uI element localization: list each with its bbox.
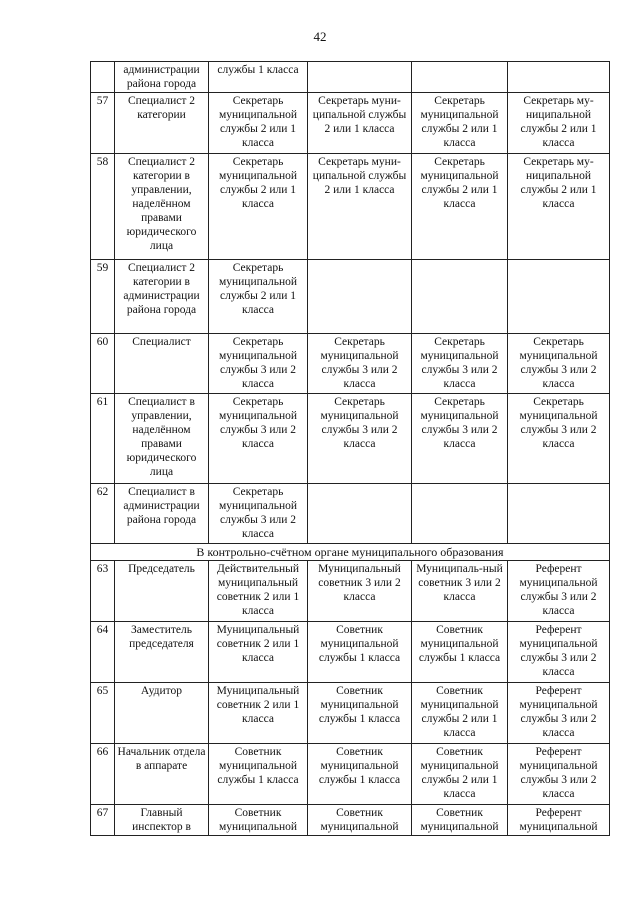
grade-cell: Референт муниципальной службы 3 или 2 класса [508,622,610,683]
grade-cell: Советник муниципальной [308,805,412,836]
grade-cell: Секретарь му-ниципальной службы 2 или 1 класса [508,154,610,260]
grade-cell: Советник муниципальной службы 1 класса [209,744,308,805]
grade-cell: Секретарь муниципальной службы 2 или 1 класса [412,93,508,154]
grade-cell [412,62,508,93]
section-title: В контрольно-счётном органе муниципального образования [91,544,610,561]
position-title: Председатель [115,561,209,622]
grade-cell: Секретарь муниципальной службы 3 или 2 класса [412,394,508,484]
grade-cell: Секретарь муниципальной службы 2 или 1 класса [209,260,308,334]
row-number: 66 [91,744,115,805]
grade-cell: Муниципальный советник 2 или 1 класса [209,683,308,744]
grade-cell: Секретарь муниципальной службы 2 или 1 класса [209,154,308,260]
grade-cell: Секретарь муниципальной службы 3 или 2 класса [308,394,412,484]
grade-cell [508,260,610,334]
grade-cell: Референт муниципальной [508,805,610,836]
table-row [91,154,610,260]
row-number: 64 [91,622,115,683]
grade-cell: Советник муниципальной службы 2 или 1 класса [412,683,508,744]
row-number: 67 [91,805,115,836]
table-row [91,334,610,394]
grade-cell: Секретарь муниципальной службы 3 или 2 класса [308,334,412,394]
grade-cell: Секретарь муниципальной службы 2 или 1 класса [412,154,508,260]
row-number: 65 [91,683,115,744]
table-row [91,394,610,484]
grade-cell: Секретарь муниципальной службы 3 или 2 класса [508,334,610,394]
table-row [91,805,610,836]
grade-cell: Действительный муниципальный советник 2 или 1 класса [209,561,308,622]
grade-cell: Секретарь муниципальной службы 3 или 2 класса [209,484,308,544]
table-row [91,484,610,544]
grade-cell: Советник муниципальной службы 2 или 1 класса [412,744,508,805]
position-title: Специалист [115,334,209,394]
position-title: Специалист в администрации района города [115,484,209,544]
table-row [91,93,610,154]
grade-cell: Муниципаль-ный советник 3 или 2 класса [412,561,508,622]
grade-cell: Муниципальный советник 2 или 1 класса [209,622,308,683]
grade-cell: Секретарь муниципальной службы 3 или 2 класса [508,394,610,484]
row-number: 63 [91,561,115,622]
table-row [91,561,610,622]
grade-table [90,61,610,836]
table-row [91,744,610,805]
grade-cell: Секретарь муниципальной службы 2 или 1 класса [209,93,308,154]
row-number: 59 [91,260,115,334]
position-title: Главный инспектор в [115,805,209,836]
row-number: 62 [91,484,115,544]
row-number: 60 [91,334,115,394]
grade-cell [412,260,508,334]
grade-cell: Советник муниципальной [209,805,308,836]
grade-cell: Советник муниципальной службы 1 класса [412,622,508,683]
position-title: Аудитор [115,683,209,744]
grade-cell: Секретарь му-ниципальной службы 2 или 1 класса [508,93,610,154]
grade-cell [308,62,412,93]
grade-cell: Секретарь муниципальной службы 3 или 2 класса [209,334,308,394]
grade-cell: Секретарь муниципальной службы 3 или 2 класса [412,334,508,394]
grade-cell: Секретарь муни-ципальной службы 2 или 1 класса [308,93,412,154]
position-title: Специалист 2 категории [115,93,209,154]
table-body [91,62,610,836]
table-row [91,622,610,683]
grade-cell: Советник муниципальной службы 1 класса [308,683,412,744]
position-title: Специалист в управлении, наделённом правами юридического лица [115,394,209,484]
table-row [91,683,610,744]
row-number [91,62,115,93]
grade-cell: Секретарь муниципальной службы 3 или 2 класса [209,394,308,484]
grade-cell: Советник муниципальной [412,805,508,836]
row-number: 61 [91,394,115,484]
position-title: администрации района города [115,62,209,93]
row-number: 57 [91,93,115,154]
grade-cell: Референт муниципальной службы 3 или 2 класса [508,683,610,744]
grade-cell: службы 1 класса [209,62,308,93]
grade-cell: Советник муниципальной службы 1 класса [308,622,412,683]
grade-cell [412,484,508,544]
position-title: Специалист 2 категории в администрации района города [115,260,209,334]
section-row [91,544,610,561]
position-title: Специалист 2 категории в управлении, наделённом правами юридического лица [115,154,209,260]
grade-cell [308,484,412,544]
position-title: Заместитель председателя [115,622,209,683]
row-number: 58 [91,154,115,260]
grade-cell: Референт муниципальной службы 3 или 2 класса [508,744,610,805]
grade-cell [508,484,610,544]
grade-cell [308,260,412,334]
grade-cell: Секретарь муни-ципальной службы 2 или 1 класса [308,154,412,260]
table-row [91,260,610,334]
position-title: Начальник отдела в аппарате [115,744,209,805]
grade-cell: Советник муниципальной службы 1 класса [308,744,412,805]
table-row [91,62,610,93]
grade-cell: Референт муниципальной службы 3 или 2 класса [508,561,610,622]
grade-cell: Муниципальный советник 3 или 2 класса [308,561,412,622]
grade-cell [508,62,610,93]
page-number: 42 [313,29,327,44]
